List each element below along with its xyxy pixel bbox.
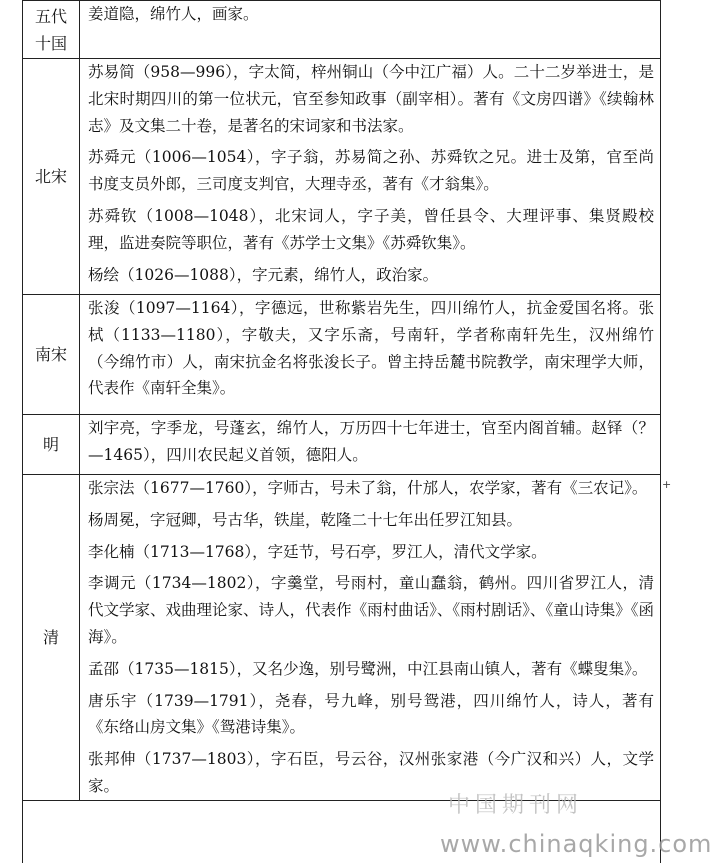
table-row	[23, 1, 661, 59]
entry: 孟邵（1735—1815），又名少逸，别号鹭洲，中江县南山镇人，著有《蝶叟集》。	[88, 659, 648, 678]
era-cell-ming: 明	[23, 415, 80, 475]
historical-figures-table	[22, 0, 661, 801]
entries-cell-ming	[80, 415, 661, 475]
table-row	[23, 59, 661, 295]
entry: 唐乐宇（1739—1791），尧春，号九峰，别号鸳港，四川绵竹人，诗人，著有《东络山房文集》《鸳港诗集》。	[88, 691, 654, 737]
entry: 姜道隐，绵竹人，画家。	[88, 5, 259, 23]
entry: 张邦伸（1737—1803），字石臣，号云谷，汉州张家港（今广汉和兴）人，文学家。	[88, 750, 654, 795]
entries-cell-beisong	[80, 59, 661, 295]
era-cell-nansong: 南宋	[23, 295, 80, 415]
entries-cell-qing	[80, 475, 661, 801]
entry: 张宗法（1677—1760），字师古，号未了翁，什邡人，农学家，著有《三农记》。	[88, 479, 648, 497]
watermark-url: www.chinaqking.com	[440, 830, 712, 858]
entry: 刘宇亮，字季龙，号蓬玄，绵竹人，万历四十七年进士，官至内阁首辅。赵铎（？—1465），四川农民起义首领，德阳人。	[88, 419, 654, 464]
table-row	[23, 415, 661, 475]
add-row-handle[interactable]: +	[662, 478, 672, 491]
entry: 李调元（1734—1802），字羹堂，号雨村，童山蠢翁，鹤州。四川省罗江人，清代文学家、戏曲理论家、诗人，代表作《雨村曲话》、《雨村剧话》、《童山诗集》《函海》。	[88, 574, 654, 646]
watermark-title: 中国期刊网	[448, 793, 584, 818]
era-cell-beisong: 北宋	[23, 59, 80, 295]
entry: 苏易简（958—996），字太简，梓州铜山（今中江广福）人。二十二岁举进士，是北宋时期四川的第一位状元，官至参知政事（副宰相）。著有《文房四谱》《续翰林志》及文集二十卷，是著名的宋词家和书法家。	[88, 63, 654, 135]
entry: 杨绘（1026—1088），字元素，绵竹人，政治家。	[88, 265, 439, 284]
entry: 张浚（1097—1164），字德远，世称紫岩先生，四川绵竹人，抗金爱国名将。张栻（1133—1180），字敬夫，又字乐斋，号南轩，学者称南轩先生，汉州绵竹（今绵竹市）人，南宋抗金名将张浚长子。曾主持岳麓书院教学，南宋理学大师，代表作《南轩全集》。	[88, 299, 654, 398]
entry: 苏舜元（1006—1054），字子翁，苏易简之孙、苏舜钦之兄。进士及第，官至尚书度支员外郎，三司度支判官，大理寺丞，著有《才翁集》。	[88, 148, 654, 194]
entry: 李化楠（1713—1768），字廷节，号石亭，罗江人，清代文学家。	[88, 542, 547, 561]
entries-cell-nansong	[80, 295, 661, 415]
entry: 杨周冕，字冠卿，号古华，铁崖，乾隆二十七年出任罗江知县。	[88, 510, 523, 529]
table-row	[23, 295, 661, 415]
table-row	[23, 475, 661, 801]
era-cell-qing: 清	[23, 475, 80, 801]
entries-cell-wudai	[80, 1, 661, 59]
entry: 苏舜钦（1008—1048），北宋词人，字子美，曾任县令、大理评事、集贤殿校理，监进奏院等职位，著有《苏学士文集》《苏舜钦集》。	[88, 206, 654, 252]
era-cell-wudai: 五代 十国	[23, 1, 80, 59]
